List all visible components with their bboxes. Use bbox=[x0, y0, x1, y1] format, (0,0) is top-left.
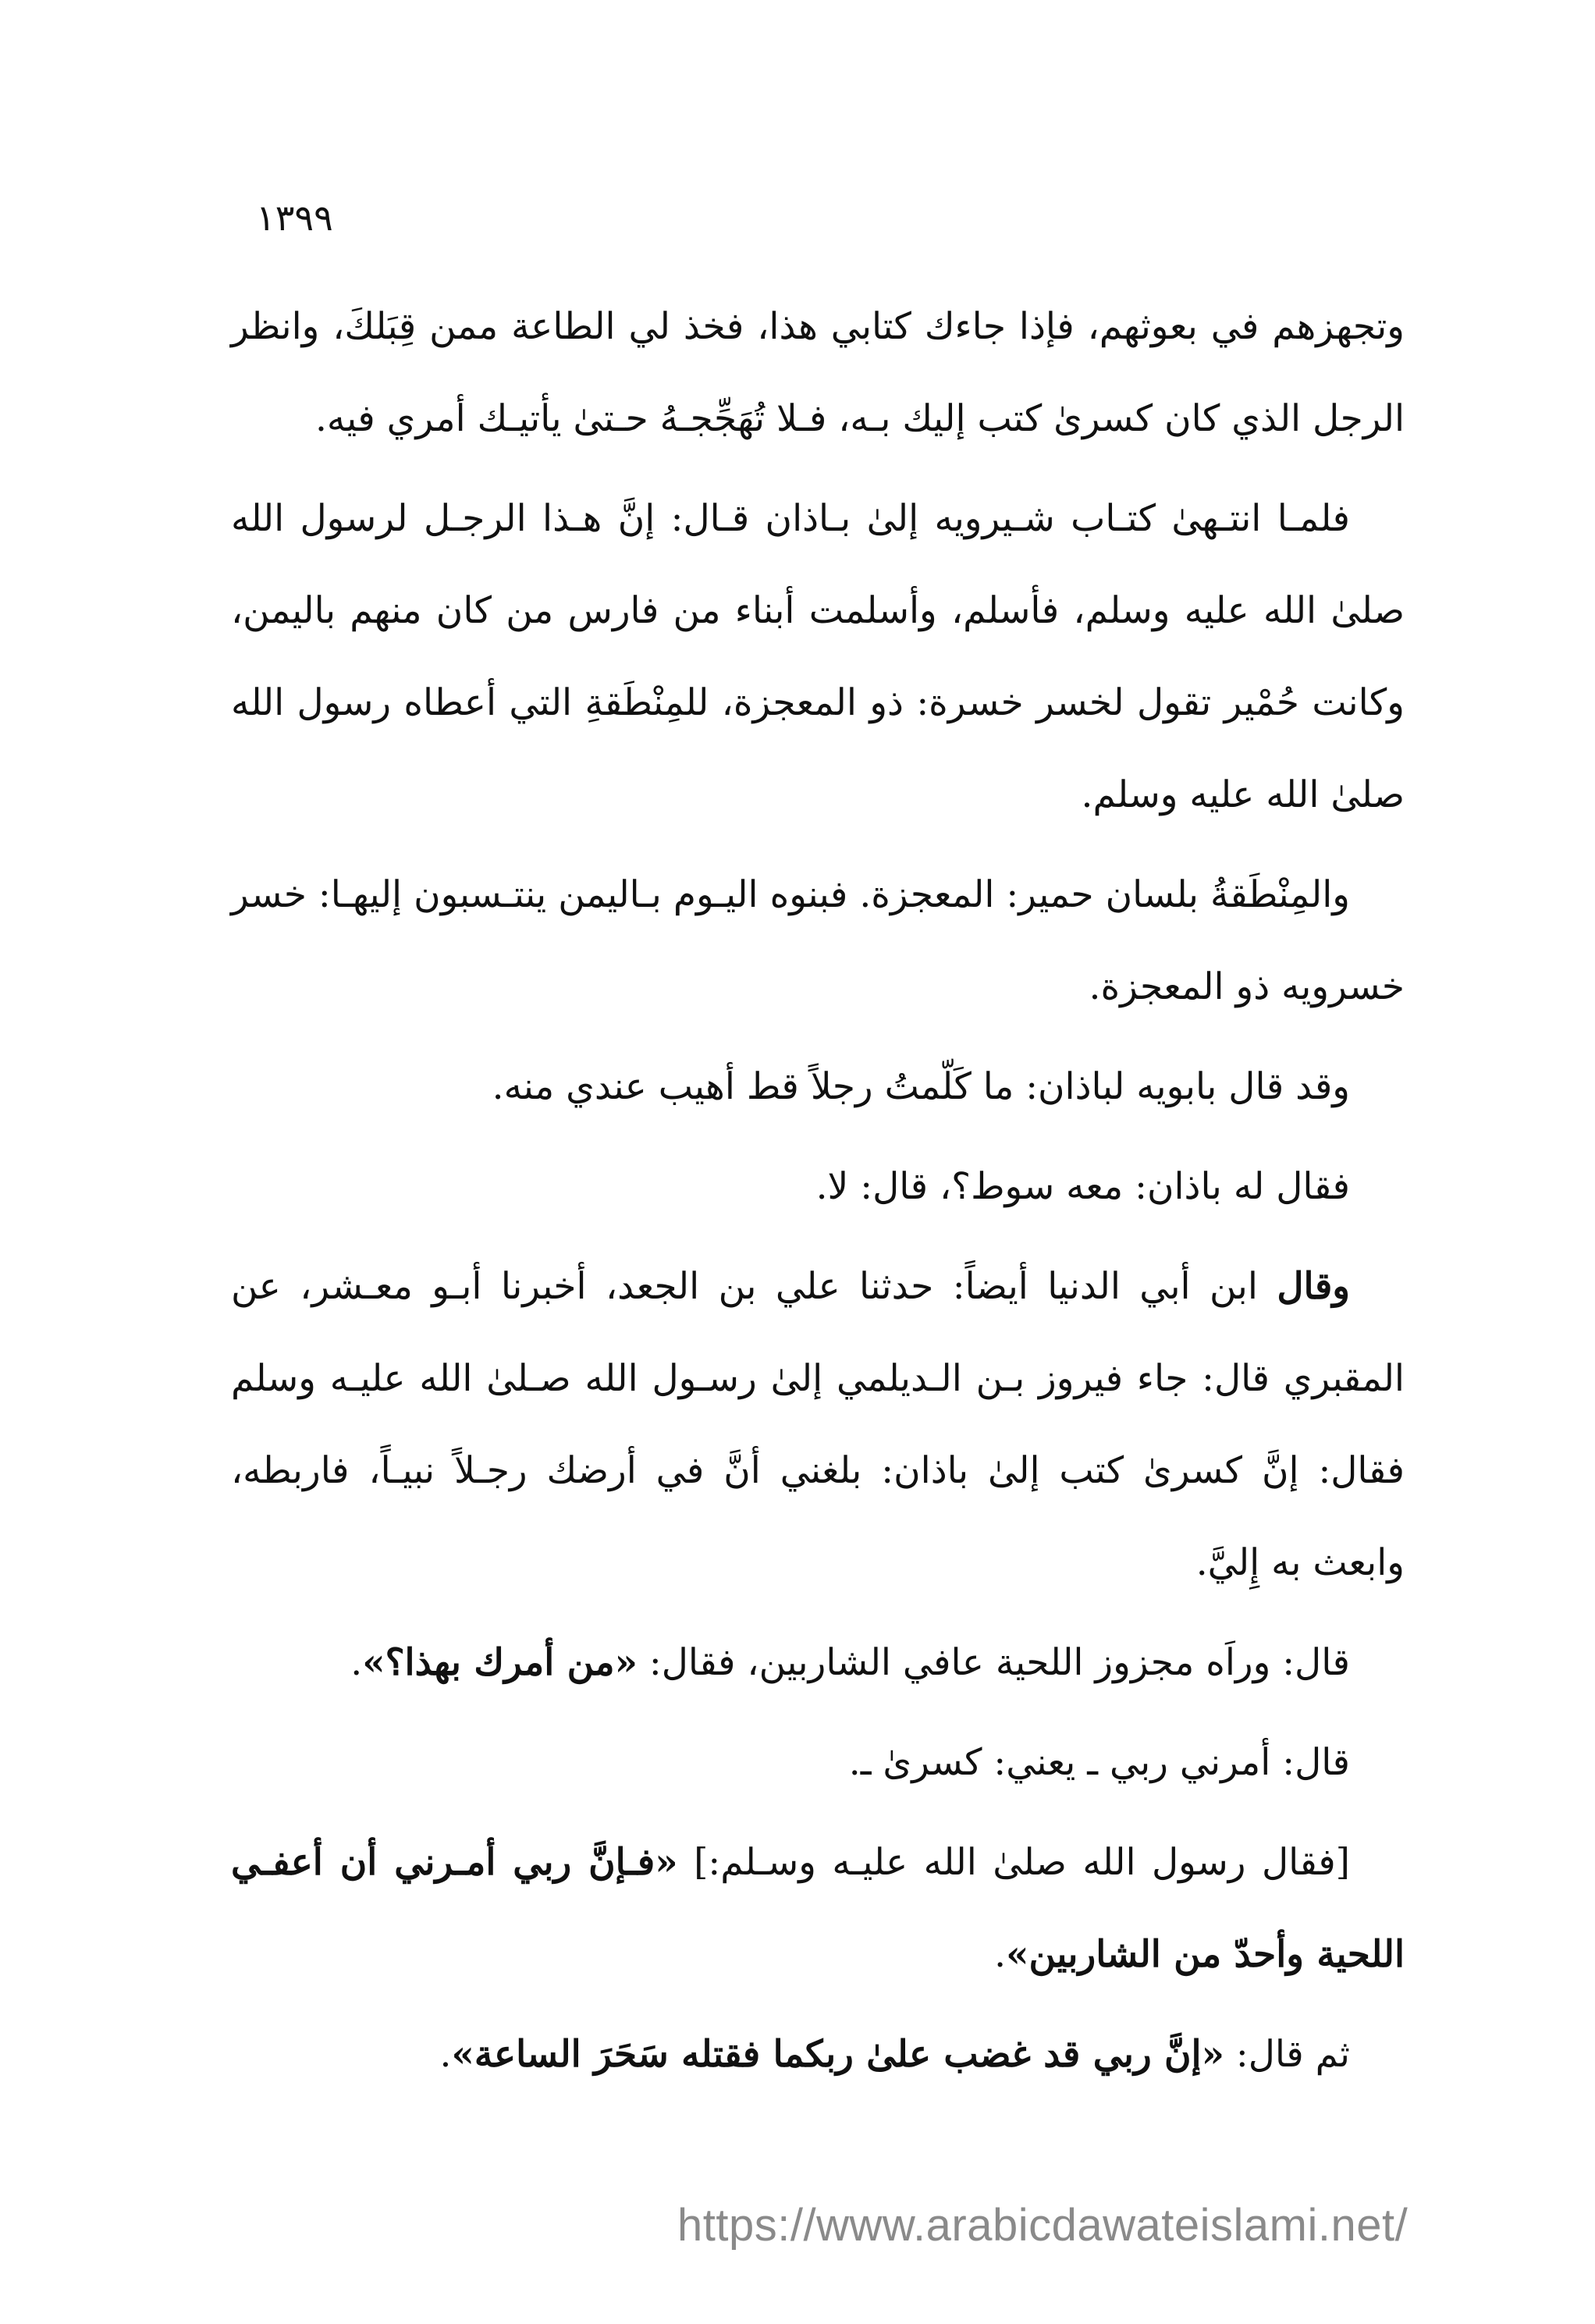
paragraph-text: وتجهزهم في بعوثهم، فإذا جاءك كتابي هذا، فخذ لي الطاعة ممن قِبَلكَ، وانظر الرجل الذي كان كسرىٰ كتب إليك بـه، فـلا تُهَجِّجـهُ حـتىٰ يأتيـك أمري فيه. bbox=[231, 305, 1405, 440]
page-number: ١٣٩٩ bbox=[256, 197, 333, 239]
paragraph-tail: . bbox=[994, 1933, 1007, 1976]
quoted-hadith: «فـإنَّ ربي أمـرني أن أعفـي اللحية وأحدّ من الشاربين» bbox=[231, 1841, 1405, 1976]
paragraph-5 bbox=[231, 1141, 1405, 1233]
watermark-url: https://www.arabicdawateislami.net/ bbox=[677, 2200, 1409, 2251]
paragraph-3 bbox=[231, 849, 1405, 1033]
paragraph-text: فقال له باذان: معه سوط؟، قال: لا. bbox=[815, 1165, 1350, 1208]
paragraph-1 bbox=[231, 281, 1405, 465]
body-text bbox=[231, 281, 1405, 2109]
paragraph-tail: . bbox=[350, 1641, 363, 1684]
paragraph-6 bbox=[231, 1241, 1405, 1609]
paragraph-lead: وقال bbox=[1277, 1265, 1350, 1308]
paragraph-text: ثم قال: bbox=[1224, 2033, 1350, 2076]
paragraph-7 bbox=[231, 1617, 1405, 1709]
paragraph-8 bbox=[231, 1717, 1405, 1809]
paragraph-9 bbox=[231, 1817, 1405, 2001]
paragraph-text: قال: أمرني ربي ـ يعني: كسرىٰ ـ. bbox=[848, 1741, 1350, 1784]
paragraph-text: والمِنْطَقةُ بلسان حمير: المعجزة. فبنوه اليـوم بـاليمن ينتـسبون إليهـا: خسر خسرويه ذو المعجزة. bbox=[231, 873, 1405, 1008]
paragraph-text: ابن أبي الدنيا أيضاً: حدثنا علي بن الجعد، أخبرنا أبـو معـشر، عن المقبري قال: جاء فيروز بـن الـديلمي إلىٰ رسـول الله صـلىٰ الله عليـه وسلم فقال: إنَّ كسرىٰ كتب إلىٰ باذان: بلغني أنَّ في أرضك رجـلاً نبيـاً، فاربطه، وابعث به إِليَّ. bbox=[231, 1265, 1405, 1584]
paragraph-text: [فقال رسول الله صلىٰ الله عليـه وسـلم:] bbox=[677, 1841, 1351, 1884]
paragraph-10 bbox=[231, 2009, 1405, 2101]
paragraph-text: فلمـا انتـهىٰ كتـاب شـيرويه إلىٰ بـاذان قـال: إنَّ هـذا الرجـل لرسول الله صلىٰ الله عليه وسلم، فأسلم، وأسلمت أبناء من فارس من كان منهم باليمن، وكانت حُمْير تقول لخسر خسرة: ذو المعجزة، للمِنْطَقةِ التي أعطاه رسول الله صلىٰ الله عليه وسلم. bbox=[231, 497, 1405, 816]
quoted-hadith: «من أمرك بهذا؟» bbox=[362, 1641, 638, 1684]
quoted-hadith: «إنَّ ربي قد غضب علىٰ ربكما فقتله سَحَرَ الساعة» bbox=[451, 2033, 1224, 2076]
paragraph-text: قال: وراَه مجزوز اللحية عافي الشاربين، فقال: bbox=[637, 1641, 1350, 1684]
paragraph-tail: . bbox=[439, 2033, 452, 2076]
paragraph-text: وقد قال بابويه لباذان: ما كَلّمتُ رجلاً قط أهيب عندي منه. bbox=[492, 1065, 1350, 1108]
paragraph-4 bbox=[231, 1041, 1405, 1133]
paragraph-2 bbox=[231, 473, 1405, 841]
